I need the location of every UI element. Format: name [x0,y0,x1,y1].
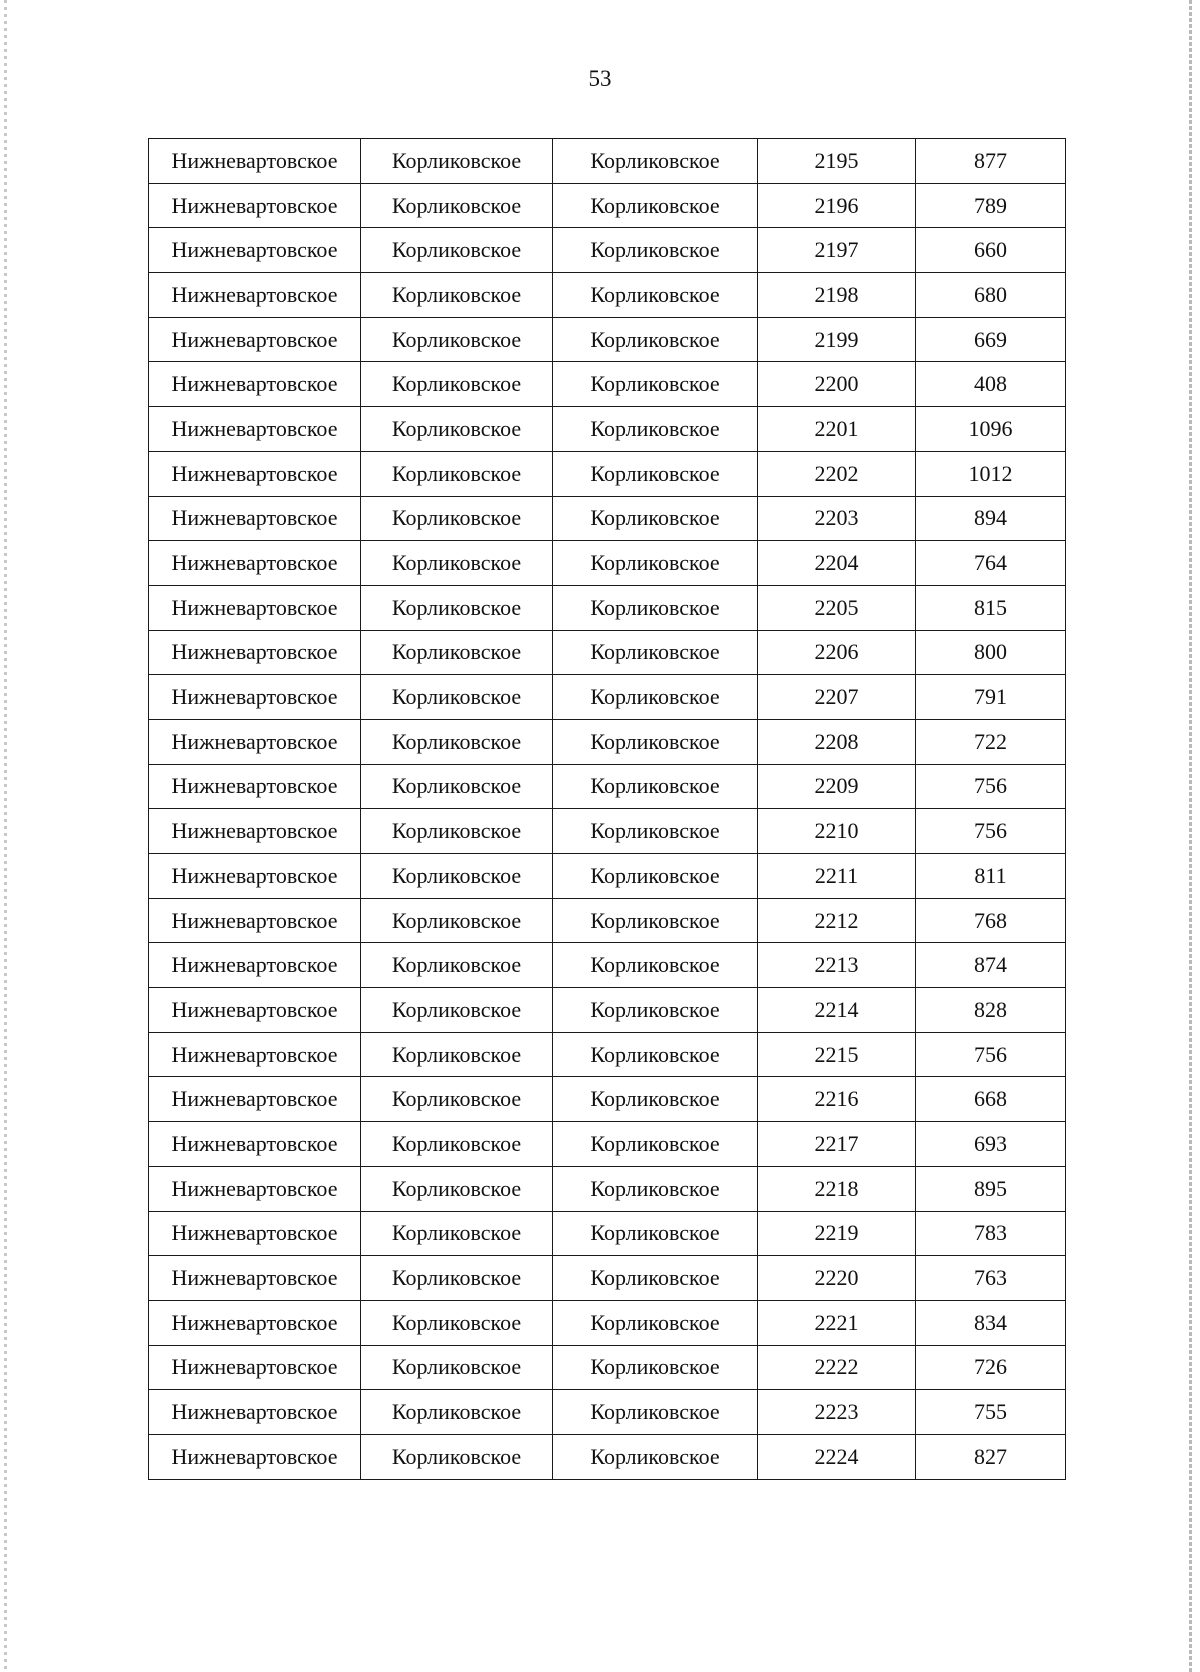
number-cell: 2196 [758,183,916,228]
deposit-cell: Корликовское [553,809,758,854]
table-row [149,809,1066,854]
field-cell: Корликовское [361,854,553,899]
number-cell: 2220 [758,1256,916,1301]
deposit-cell: Корликовское [553,139,758,184]
table-body [149,139,1066,1480]
field-cell: Корликовское [361,1032,553,1077]
value-cell: 756 [916,809,1066,854]
number-cell: 2222 [758,1345,916,1390]
table-row [149,317,1066,362]
field-cell: Корликовское [361,719,553,764]
table-row [149,362,1066,407]
field-cell: Корликовское [361,496,553,541]
region-cell: Нижневартовское [149,1032,361,1077]
deposit-cell: Корликовское [553,1077,758,1122]
deposit-cell: Корликовское [553,675,758,720]
scan-edge-left [4,0,7,1672]
value-cell: 874 [916,943,1066,988]
value-cell: 756 [916,1032,1066,1077]
value-cell: 1012 [916,451,1066,496]
deposit-cell: Корликовское [553,988,758,1033]
value-cell: 408 [916,362,1066,407]
deposit-cell: Корликовское [553,1122,758,1167]
table-row [149,854,1066,899]
number-cell: 2202 [758,451,916,496]
number-cell: 2223 [758,1390,916,1435]
field-cell: Корликовское [361,1256,553,1301]
region-cell: Нижневартовское [149,1345,361,1390]
number-cell: 2212 [758,898,916,943]
table-row [149,719,1066,764]
field-cell: Корликовское [361,585,553,630]
deposit-cell: Корликовское [553,1434,758,1479]
field-cell: Корликовское [361,451,553,496]
number-cell: 2200 [758,362,916,407]
field-cell: Корликовское [361,183,553,228]
region-cell: Нижневартовское [149,630,361,675]
field-cell: Корликовское [361,809,553,854]
table-row [149,1345,1066,1390]
table-row [149,1256,1066,1301]
value-cell: 722 [916,719,1066,764]
number-cell: 2215 [758,1032,916,1077]
table-row [149,183,1066,228]
table-row [149,1390,1066,1435]
field-cell: Корликовское [361,362,553,407]
table-row [149,1122,1066,1167]
region-cell: Нижневартовское [149,139,361,184]
table-row [149,675,1066,720]
table-row [149,228,1066,273]
region-cell: Нижневартовское [149,1077,361,1122]
table-row [149,407,1066,452]
field-cell: Корликовское [361,943,553,988]
deposit-cell: Корликовское [553,719,758,764]
region-cell: Нижневартовское [149,1434,361,1479]
table-row [149,630,1066,675]
field-cell: Корликовское [361,1434,553,1479]
number-cell: 2206 [758,630,916,675]
region-cell: Нижневартовское [149,1166,361,1211]
value-cell: 660 [916,228,1066,273]
region-cell: Нижневартовское [149,1256,361,1301]
region-cell: Нижневартовское [149,675,361,720]
number-cell: 2210 [758,809,916,854]
field-cell: Корликовское [361,1077,553,1122]
region-cell: Нижневартовское [149,228,361,273]
deposit-cell: Корликовское [553,228,758,273]
deposit-cell: Корликовское [553,1166,758,1211]
table-row [149,898,1066,943]
deposit-cell: Корликовское [553,317,758,362]
value-cell: 789 [916,183,1066,228]
number-cell: 2204 [758,541,916,586]
field-cell: Корликовское [361,1390,553,1435]
scan-edge-right [1189,0,1192,1672]
number-cell: 2201 [758,407,916,452]
value-cell: 800 [916,630,1066,675]
region-cell: Нижневартовское [149,809,361,854]
region-cell: Нижневартовское [149,1300,361,1345]
table-row [149,1032,1066,1077]
region-cell: Нижневартовское [149,1211,361,1256]
deposit-cell: Корликовское [553,1032,758,1077]
number-cell: 2214 [758,988,916,1033]
region-cell: Нижневартовское [149,943,361,988]
page-number: 53 [588,66,612,91]
deposit-cell: Корликовское [553,1256,758,1301]
value-cell: 815 [916,585,1066,630]
table-row [149,1434,1066,1479]
table-row [149,541,1066,586]
value-cell: 680 [916,273,1066,318]
field-cell: Корликовское [361,1300,553,1345]
region-cell: Нижневартовское [149,183,361,228]
table-row [149,139,1066,184]
value-cell: 756 [916,764,1066,809]
deposit-cell: Корликовское [553,496,758,541]
number-cell: 2211 [758,854,916,899]
field-cell: Корликовское [361,1122,553,1167]
region-cell: Нижневартовское [149,407,361,452]
number-cell: 2209 [758,764,916,809]
deposit-cell: Корликовское [553,541,758,586]
deposit-cell: Корликовское [553,764,758,809]
field-cell: Корликовское [361,317,553,362]
region-cell: Нижневартовское [149,273,361,318]
number-cell: 2213 [758,943,916,988]
region-cell: Нижневартовское [149,854,361,899]
table-row [149,273,1066,318]
region-cell: Нижневартовское [149,496,361,541]
table-row [149,1166,1066,1211]
field-cell: Корликовское [361,541,553,586]
number-cell: 2224 [758,1434,916,1479]
value-cell: 828 [916,988,1066,1033]
table-row [149,943,1066,988]
value-cell: 827 [916,1434,1066,1479]
table-row [149,988,1066,1033]
value-cell: 894 [916,496,1066,541]
table-row [149,1077,1066,1122]
field-cell: Корликовское [361,898,553,943]
data-table [148,138,1066,1480]
number-cell: 2208 [758,719,916,764]
region-cell: Нижневартовское [149,1122,361,1167]
table-row [149,764,1066,809]
field-cell: Корликовское [361,630,553,675]
region-cell: Нижневартовское [149,451,361,496]
number-cell: 2216 [758,1077,916,1122]
number-cell: 2195 [758,139,916,184]
region-cell: Нижневартовское [149,317,361,362]
region-cell: Нижневартовское [149,898,361,943]
deposit-cell: Корликовское [553,1345,758,1390]
value-cell: 895 [916,1166,1066,1211]
value-cell: 811 [916,854,1066,899]
field-cell: Корликовское [361,675,553,720]
deposit-cell: Корликовское [553,273,758,318]
field-cell: Корликовское [361,139,553,184]
table-row [149,585,1066,630]
deposit-cell: Корликовское [553,943,758,988]
number-cell: 2205 [758,585,916,630]
region-cell: Нижневартовское [149,541,361,586]
field-cell: Корликовское [361,1211,553,1256]
value-cell: 755 [916,1390,1066,1435]
deposit-cell: Корликовское [553,407,758,452]
region-cell: Нижневартовское [149,719,361,764]
value-cell: 768 [916,898,1066,943]
value-cell: 726 [916,1345,1066,1390]
number-cell: 2197 [758,228,916,273]
deposit-cell: Корликовское [553,585,758,630]
field-cell: Корликовское [361,764,553,809]
field-cell: Корликовское [361,273,553,318]
region-cell: Нижневартовское [149,1390,361,1435]
value-cell: 668 [916,1077,1066,1122]
field-cell: Корликовское [361,228,553,273]
value-cell: 693 [916,1122,1066,1167]
value-cell: 669 [916,317,1066,362]
region-cell: Нижневартовское [149,585,361,630]
value-cell: 764 [916,541,1066,586]
field-cell: Корликовское [361,1345,553,1390]
deposit-cell: Корликовское [553,1300,758,1345]
deposit-cell: Корликовское [553,362,758,407]
deposit-cell: Корликовское [553,1390,758,1435]
field-cell: Корликовское [361,407,553,452]
value-cell: 834 [916,1300,1066,1345]
table-row [149,496,1066,541]
field-cell: Корликовское [361,1166,553,1211]
value-cell: 783 [916,1211,1066,1256]
table-row [149,451,1066,496]
deposit-cell: Корликовское [553,451,758,496]
value-cell: 763 [916,1256,1066,1301]
table-row [149,1211,1066,1256]
number-cell: 2217 [758,1122,916,1167]
value-cell: 877 [916,139,1066,184]
number-cell: 2218 [758,1166,916,1211]
deposit-cell: Корликовское [553,630,758,675]
table-row [149,1300,1066,1345]
number-cell: 2207 [758,675,916,720]
deposit-cell: Корликовское [553,1211,758,1256]
number-cell: 2219 [758,1211,916,1256]
region-cell: Нижневартовское [149,988,361,1033]
value-cell: 1096 [916,407,1066,452]
region-cell: Нижневартовское [149,764,361,809]
number-cell: 2203 [758,496,916,541]
field-cell: Корликовское [361,988,553,1033]
region-cell: Нижневартовское [149,362,361,407]
number-cell: 2199 [758,317,916,362]
deposit-cell: Корликовское [553,854,758,899]
number-cell: 2198 [758,273,916,318]
deposit-cell: Корликовское [553,898,758,943]
value-cell: 791 [916,675,1066,720]
deposit-cell: Корликовское [553,183,758,228]
number-cell: 2221 [758,1300,916,1345]
